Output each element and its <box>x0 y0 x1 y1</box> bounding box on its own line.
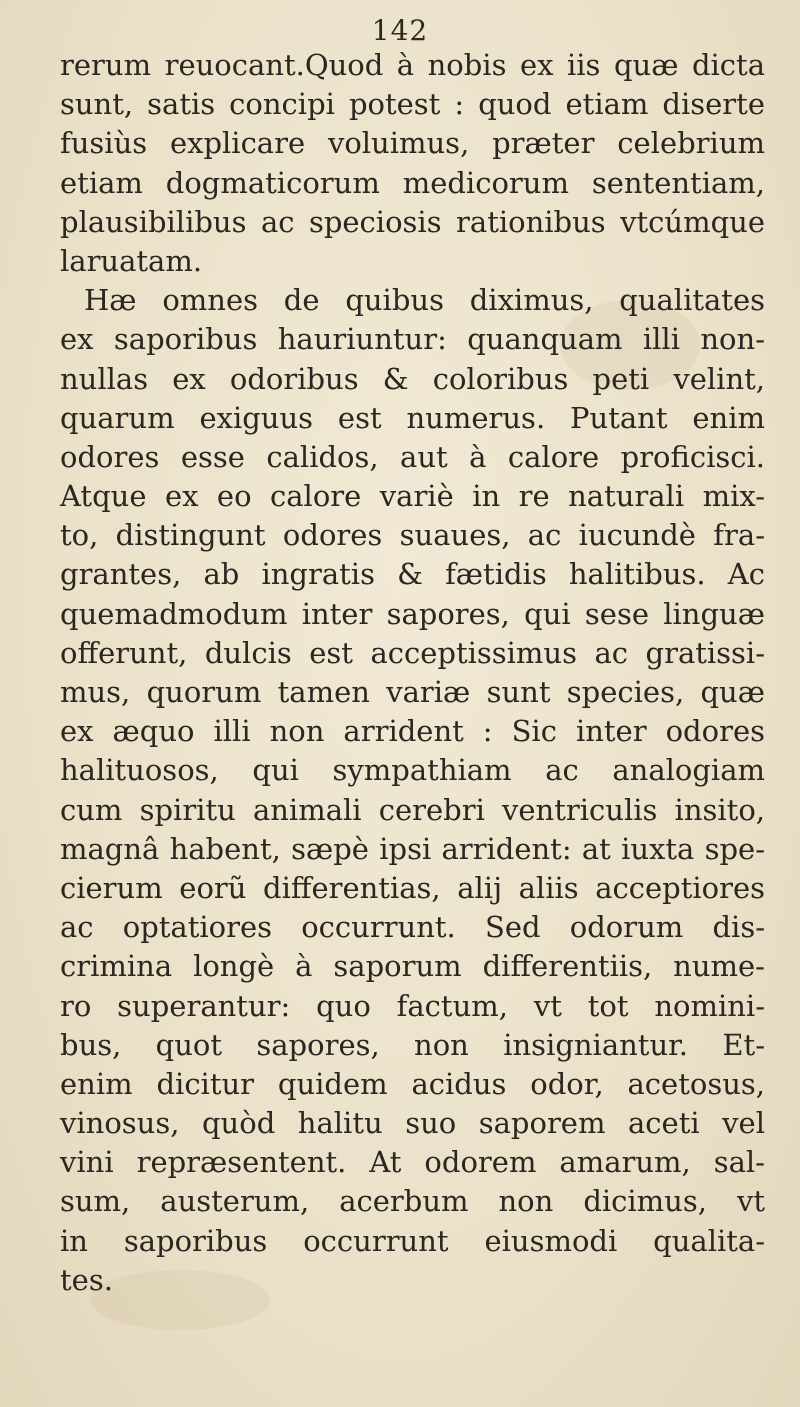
text-line: mus, quorum tamen variæ sunt species, quæ <box>60 675 765 709</box>
text-line: magnâ habent, sæpè ipsi arrident: at iuxta spe- <box>60 831 765 866</box>
text-line: laruatam. <box>60 243 203 278</box>
text-line: nullas ex odoribus & coloribus peti velint, <box>60 361 765 396</box>
text-line: cum spiritu animali cerebri ventriculis insito, <box>60 792 765 827</box>
text-line: enim dicitur quidem acidus odor, acetosus, <box>60 1066 765 1101</box>
text-line: plausibilibus ac speciosis rationibus vtcúmque <box>60 204 765 239</box>
text-line: vinosus, quòd halitu suo saporem aceti vel <box>60 1106 765 1141</box>
text-line: quarum exiguus est numerus. Putant enim <box>60 400 765 435</box>
text-line: vini repræsentent. At odorem amarum, sal- <box>60 1145 765 1180</box>
text-line: ex æquo illi non arrident : Sic inter odores <box>60 714 765 749</box>
text-line: quemadmodum inter sapores, qui sese linguæ <box>60 596 765 631</box>
text-line: rerum reuocant.Quod à nobis ex iis quæ dicta <box>60 48 765 82</box>
text-line: Atque ex eo calore variè in re naturali mix- <box>60 479 765 514</box>
text-line: cierum eorũ differentias, alij aliis acceptiores <box>60 870 765 905</box>
text-line: ac optatiores occurrunt. Sed odorum dis- <box>60 910 765 945</box>
text-line: crimina longè à saporum differentiis, nume- <box>60 949 765 984</box>
text-line: sunt, satis concipi potest : quod etiam diserte <box>60 87 765 122</box>
text-line: ex saporibus hauriuntur: quanquam illi non- <box>60 322 765 357</box>
text-line: to, distingunt odores suaues, ac iucundè fra- <box>60 518 765 553</box>
text-line: tes. <box>60 1262 113 1297</box>
text-line: sum, austerum, acerbum non dicimus, vt <box>60 1184 765 1219</box>
text-line: grantes, ab ingratis & fætidis halitibus. Ac <box>60 557 765 592</box>
text-line: etiam dogmaticorum medicorum sententiam, <box>60 165 765 200</box>
text-line: ro superantur: quo factum, vt tot nomini- <box>60 988 765 1023</box>
body-text <box>60 46 765 1300</box>
text-line: odores esse calidos, aut à calore proficisci. <box>60 439 765 474</box>
text-line: Hæ omnes de quibus diximus, qualitates <box>84 283 765 318</box>
text-line: offerunt, dulcis est acceptissimus ac gratissi- <box>60 635 765 670</box>
page-number: 142 <box>371 14 429 47</box>
text-line: fusiùs explicare voluimus, præter celebrium <box>60 126 765 161</box>
text-line: halituosos, qui sympathiam ac analogiam <box>60 753 765 788</box>
text-line: bus, quot sapores, non insigniantur. Et- <box>60 1027 765 1062</box>
text-line: in saporibus occurrunt eiusmodi qualita- <box>60 1223 765 1258</box>
